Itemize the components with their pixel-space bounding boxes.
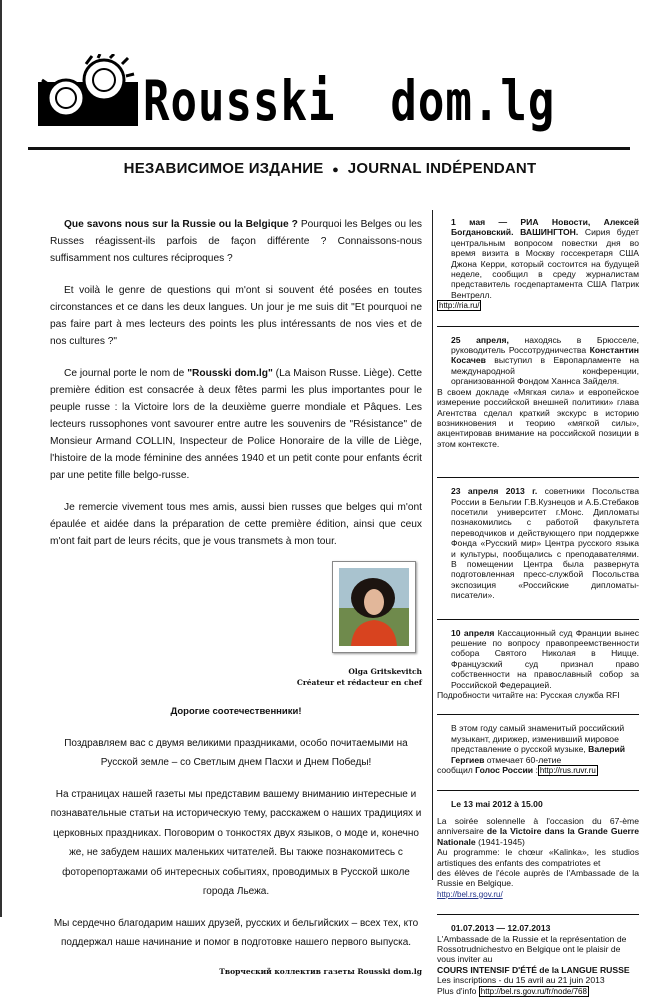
editorial-text: Ce journal porte le nom de xyxy=(64,368,188,379)
brand-title: Rousski dom.lg xyxy=(143,70,556,134)
subtitle-fr: JOURNAL INDÉPENDANT xyxy=(347,160,537,177)
signature: Творческий коллектив газеты Rousski dom.lg xyxy=(219,966,422,976)
editorial-lead: Que savons nous sur la Russie ou la Belgique ? xyxy=(64,219,298,230)
editorial-paragraph: Je remercie vivement tous mes amis, aussi bien russes que belges qui m'ont épaulée et aidée dans la préparation de cette première édition, ainsi que ceux m'ont fait part de leurs récits, que je vous transmets à mon tour. xyxy=(50,502,422,547)
news-link[interactable]: http://bel.rs.gov.ru/fr/node/768 xyxy=(480,986,587,996)
journal-name: "Rousski dom.lg" xyxy=(187,368,273,379)
editorial-text: Pourquoi les Belges ou les Russes réagissent-ils parfois de façon différente ? Connaissons-nous suffisamment nos cultures réciproques ? xyxy=(50,219,422,264)
editorial-fr xyxy=(50,216,422,550)
news-bold: Константин Косачев xyxy=(451,345,639,366)
news-bold: Голос России xyxy=(475,765,534,776)
editorial-paragraph xyxy=(50,216,422,267)
news-lead: Le 13 mai 2012 à 15.00 xyxy=(451,799,543,810)
news-bold: COURS INTENSIF D'ÉTÉ de la LANGUE RUSSE xyxy=(437,964,630,975)
news-text: выступил в Европарламенте на международной конференции, организованной Фондом Ханнса Зайделя. xyxy=(451,355,639,387)
news-text: Сирия будет центральным вопросом повестки дня во время визита в Москву госсекретаря США Джона Керри, который состоится на будущей неделе, сообщил в среду журналистам представитель госдепартамента США Патрик Вентрелл. xyxy=(451,227,639,300)
photo-caption xyxy=(50,666,422,688)
news-item xyxy=(437,923,639,997)
news-column xyxy=(437,217,639,997)
author-portrait-icon xyxy=(339,568,409,646)
author-name: Olga Gritskevitch xyxy=(348,667,422,676)
masthead-rule xyxy=(28,147,630,150)
news-item xyxy=(437,486,639,600)
news-link[interactable]: http://ria.ru/ xyxy=(439,301,480,311)
column-divider xyxy=(432,210,433,880)
news-separator xyxy=(437,477,639,478)
news-bold: Валерий Гергиев xyxy=(451,744,626,765)
news-lead: 01.07.2013 — 12.07.2013 xyxy=(451,923,551,934)
greeting: Дорогие соотечественники! xyxy=(170,706,302,717)
news-text: В этом году самый знаменитый российский музыкант, дирижер, изменивший мировое представление о русской музыке, xyxy=(451,723,625,755)
news-item xyxy=(437,799,639,900)
masthead xyxy=(30,52,630,132)
news-text: отмечает 60-летие xyxy=(484,754,562,765)
news-separator xyxy=(437,914,639,915)
editorial-paragraph xyxy=(50,365,422,484)
editorial-ru-paragraph: На страницах нашей газеты мы представим вашему вниманию интересные и познавательные статьи на историческую тему, расскажем о наших традициях и церковных праздниках. Поговорим о тонкостях двух языков, о моде и, конечно же, не забудем наших маленьких читателей. Вы также познакомитесь с фоторепортажами об интересных событиях, проводимых в Русской школе города Льежа. xyxy=(50,788,422,897)
news-lead: 25 апреля, xyxy=(451,334,509,345)
news-text: Au programme: le chœur «Kalinka», les studios artistiques des enfants des compatriotes et xyxy=(437,847,639,868)
news-item xyxy=(437,217,639,312)
news-source-link[interactable]: Подробности читайте на: Русская служба RFI xyxy=(437,690,620,701)
masthead-subtitle xyxy=(0,160,660,177)
news-item xyxy=(437,723,639,776)
news-text: L'Ambassade de la Russie et la représentation de Rossotrudnichestvo en Belgique ont le plaisir de vous inviter au xyxy=(437,933,627,965)
news-separator xyxy=(437,326,639,327)
news-text: (1941-1945) xyxy=(475,836,525,847)
news-link[interactable]: http://bel.rs.gov.ru/ xyxy=(437,889,503,899)
left-column xyxy=(50,216,422,976)
news-text: советники Посольства России в Бельгии Г.В.Кузнецов и А.Б.Стебаков посетили университет г.Монс. Дипломаты познакомились с работой факультета переводчиков и действующего при поддержке Фонда «Русский мир» Центра русского языка и культуры, пообщались с преподавателями. В помещении Центра была развернута подготовленная пресс-службой Посольства экспозиция «Российские дипломаты-писатели». xyxy=(451,486,639,601)
news-text: сообщил xyxy=(437,765,476,776)
news-text: des élèves de l'école auprès de l'Ambassade de la Russie en Belgique. xyxy=(437,867,639,889)
bullet: ● xyxy=(332,164,340,176)
news-separator xyxy=(437,714,639,715)
news-item xyxy=(437,335,639,449)
logo-emblem-icon xyxy=(38,54,143,126)
news-text: Plus d'info xyxy=(437,985,479,996)
subtitle-ru: НЕЗАВИСИМОЕ ИЗДАНИЕ xyxy=(123,160,324,177)
author-role: Créateur et rédacteur en chef xyxy=(296,678,422,687)
news-separator xyxy=(437,619,639,620)
author-photo xyxy=(332,561,416,653)
editorial-text: (La Maison Russe. Liège). Cette première édition est consacrée à deux fêtes parmi les plus importantes pour le peuple russe : la Victoire lors de la deuxième guerre mondiale et Pâques. Les lecteurs russophones vont savourer entre autre les souvenirs de "Résistance" de Monsieur Armand COLLIN, Inspecteur de Police Honoraire de la ville de Liège, l'histoire de la mode féminine des années 1940 et un petit conte pour enfants écrit par une petite fille belgo-russe. xyxy=(50,368,422,481)
author-photo-row xyxy=(50,561,422,658)
news-separator xyxy=(437,790,639,791)
news-text: находясь в Брюсселе, руководитель Россотрудничества xyxy=(451,334,639,356)
editorial-ru-paragraph: Поздравляем вас с двумя великими праздниками, особо почитаемыми на Русской земле – со Светлым днем Пасхи и Днем Победы! xyxy=(64,737,408,768)
editorial-ru xyxy=(50,702,422,953)
news-lead: 10 апреля xyxy=(451,627,495,638)
page-edge xyxy=(0,0,2,917)
editorial-paragraph: Et voilà le genre de questions qui m'ont si souvent été posées en toutes circonstances et ce dans les deux langues. Un jour je me suis dit "Et pourquoi ne pas faire part à mes lecteurs des points les plus intéressants de nos vies et de nos cultures ?" xyxy=(50,285,422,347)
news-item xyxy=(437,628,639,701)
news-text: Les inscriptions - du 15 avril au 21 juin 2013 xyxy=(437,975,605,986)
news-lead: 1 мая — РИА Новости, Алексей Богдановский. ВАШИНГТОН. xyxy=(451,217,639,238)
news-bold: de la Victoire dans la Grande Guerre Nationale xyxy=(437,826,640,847)
news-text: La soirée solennelle à l'occasion du 67-ème anniversaire xyxy=(437,815,639,837)
news-lead: 23 апреля 2013 г. xyxy=(451,486,538,497)
editorial-ru-paragraph: Мы сердечно благодарим наших друзей, русских и бельгийских – всех тех, кто поддержал наше начинание и помог в подготовке нашего первого выпуска. xyxy=(53,917,419,948)
news-text: Кассационный суд Франции вынес решение по вопросу правопреемственности собора Святого Николая в Ницце. Французский суд признал право собственности на православный собор за Российской Федерацией. xyxy=(451,627,639,690)
news-text: : xyxy=(533,765,538,776)
news-link[interactable]: http://rus.ruvr.ru xyxy=(539,766,596,776)
news-text: В своем докладе «Мягкая сила» и европейское измерение российской внешней политики» глава Агентства сделал краткий экскурс в историю возникновения и теорию «мягкой силы», акцентировав внимание на российской позиции в этом контексте. xyxy=(437,386,639,449)
